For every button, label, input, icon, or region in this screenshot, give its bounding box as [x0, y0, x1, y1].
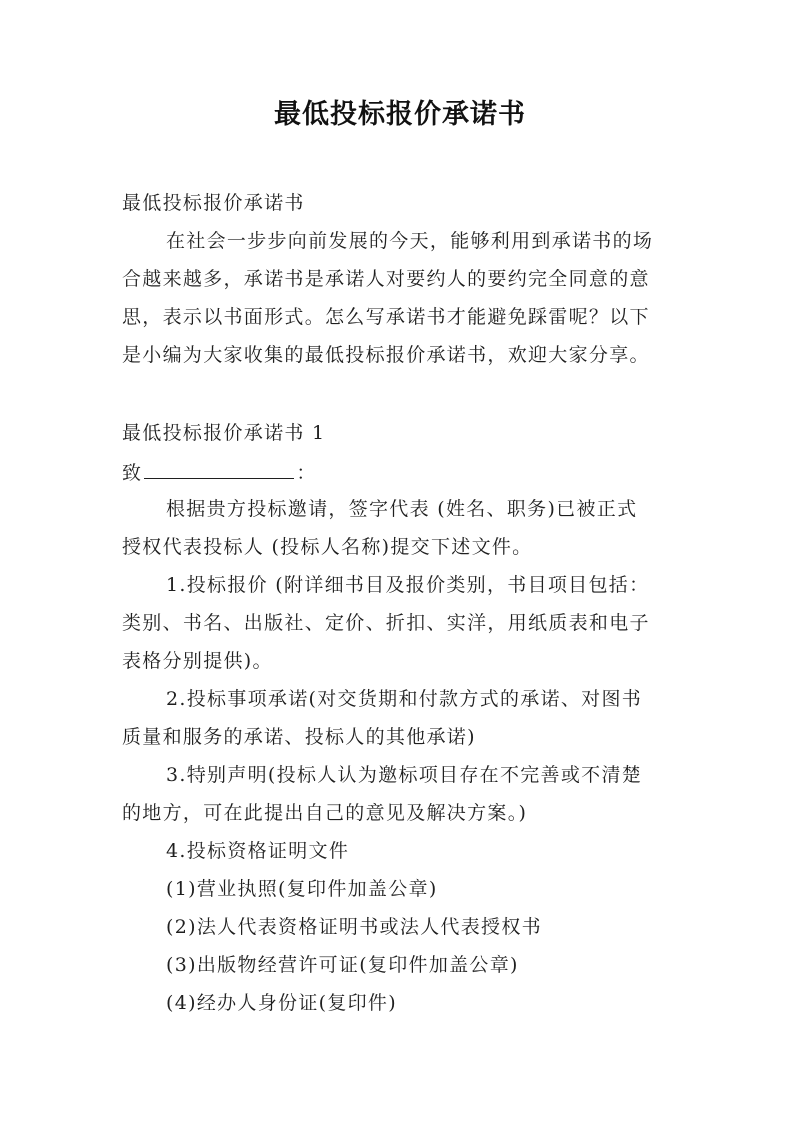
list-item: (3)出版物经营许可证(复印件加盖公章)	[166, 954, 519, 976]
body-line: 2.投标事项承诺(对交货期和付款方式的承诺、对图书	[166, 688, 643, 710]
document-body	[122, 184, 688, 1022]
body-line: 质量和服务的承诺、投标人的其他承诺)	[122, 726, 476, 748]
list-item: (1)营业执照(复印件加盖公章)	[166, 878, 438, 900]
salutation-prefix: 致	[122, 462, 143, 484]
body-line: 3.特别声明(投标人认为邀标项目存在不完善或不清楚	[166, 764, 643, 786]
intro-line: 是小编为大家收集的最低投标报价承诺书，欢迎大家分享。	[122, 344, 650, 366]
body-line: 1.投标报价 (附详细书目及报价类别，书目项目包括：	[166, 574, 650, 596]
body-line: 表格分别提供)。	[122, 650, 273, 672]
document-title: 最低投标报价承诺书	[274, 99, 526, 130]
paragraph-gap	[122, 374, 688, 414]
section-heading: 最低投标报价承诺书 1	[122, 422, 326, 444]
body-line: 类别、书名、出版社、定价、折扣、实洋，用纸质表和电子	[122, 612, 650, 634]
salutation-suffix: ：	[296, 462, 317, 484]
body-line: 根据贵方投标邀请，签字代表 (姓名、职务)已被正式	[166, 498, 638, 520]
list-item: (4)经办人身份证(复印件)	[166, 992, 397, 1014]
salutation	[122, 452, 688, 490]
intro-line: 合越来越多，承诺书是承诺人对要约人的要约完全同意的意	[122, 268, 650, 290]
body-line: 的地方，可在此提出自己的意见及解决方案。)	[122, 802, 528, 824]
intro-line: 在社会一步步向前发展的今天，能够利用到承诺书的场	[166, 230, 654, 252]
body-line: 授权代表投标人 (投标人名称)提交下述文件。	[122, 536, 533, 558]
body-line: 4.投标资格证明文件	[166, 840, 350, 862]
intro-line: 思，表示以书面形式。怎么写承诺书才能避免踩雷呢？以下	[122, 306, 650, 328]
subtitle: 最低投标报价承诺书	[122, 192, 305, 214]
list-item: (2)法人代表资格证明书或法人代表授权书	[166, 916, 542, 938]
recipient-blank-line	[144, 452, 294, 479]
